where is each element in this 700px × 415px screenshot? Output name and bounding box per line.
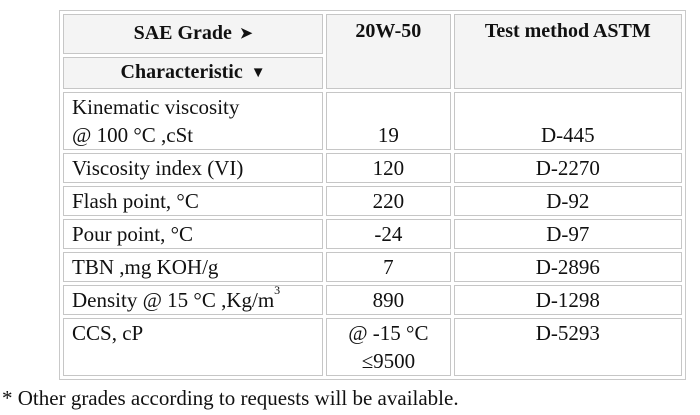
header-row-grade: [63, 14, 682, 54]
sae-grade-header: [63, 14, 323, 54]
method-cell: D-2896: [454, 252, 682, 282]
method-cell: D-5293: [454, 318, 682, 376]
value-cell: 120: [326, 153, 451, 183]
grade-value-header: 20W-50: [326, 14, 451, 89]
characteristic-cell: CCS, cP: [63, 318, 323, 376]
specification-table: [59, 10, 686, 380]
sae-grade-label: SAE Grade: [133, 22, 232, 44]
characteristic-header: [63, 57, 323, 89]
value-line1: @ -15 °C: [348, 321, 429, 345]
table-row: [63, 219, 682, 249]
value-cell: [326, 318, 451, 376]
table-row: [63, 186, 682, 216]
characteristic-line1: Kinematic viscosity: [72, 95, 240, 119]
characteristic-cell: [63, 285, 323, 315]
value-cell: -24: [326, 219, 451, 249]
value-cell: 890: [326, 285, 451, 315]
table-row: [63, 92, 682, 150]
characteristic-label: Characteristic: [120, 61, 243, 83]
value-cell: 19: [326, 92, 451, 150]
arrow-right-icon: ➤: [239, 26, 253, 42]
method-cell: D-2270: [454, 153, 682, 183]
table-row: [63, 153, 682, 183]
characteristic-line2: @ 100 °C ,cSt: [72, 123, 194, 147]
characteristic-cell: Viscosity index (VI): [63, 153, 323, 183]
method-cell: D-92: [454, 186, 682, 216]
value-line2: ≤9500: [361, 349, 416, 373]
value-cell: 7: [326, 252, 451, 282]
value-cell: 220: [326, 186, 451, 216]
arrow-down-icon: ▼: [250, 65, 266, 81]
table-row: [63, 252, 682, 282]
test-method-header: Test method ASTM: [454, 14, 682, 89]
method-cell: D-445: [454, 92, 682, 150]
footnote: * Other grades according to requests will be available.: [2, 386, 459, 410]
table-row: [63, 285, 682, 315]
superscript-exponent: 3: [274, 283, 281, 297]
characteristic-text: Density @ 15 °C ,Kg/m: [72, 288, 275, 312]
characteristic-cell: [63, 92, 323, 150]
method-cell: D-1298: [454, 285, 682, 315]
table-row: [63, 318, 682, 376]
characteristic-cell: Flash point, °C: [63, 186, 323, 216]
method-cell: D-97: [454, 219, 682, 249]
characteristic-cell: TBN ,mg KOH/g: [63, 252, 323, 282]
characteristic-cell: Pour point, °C: [63, 219, 323, 249]
